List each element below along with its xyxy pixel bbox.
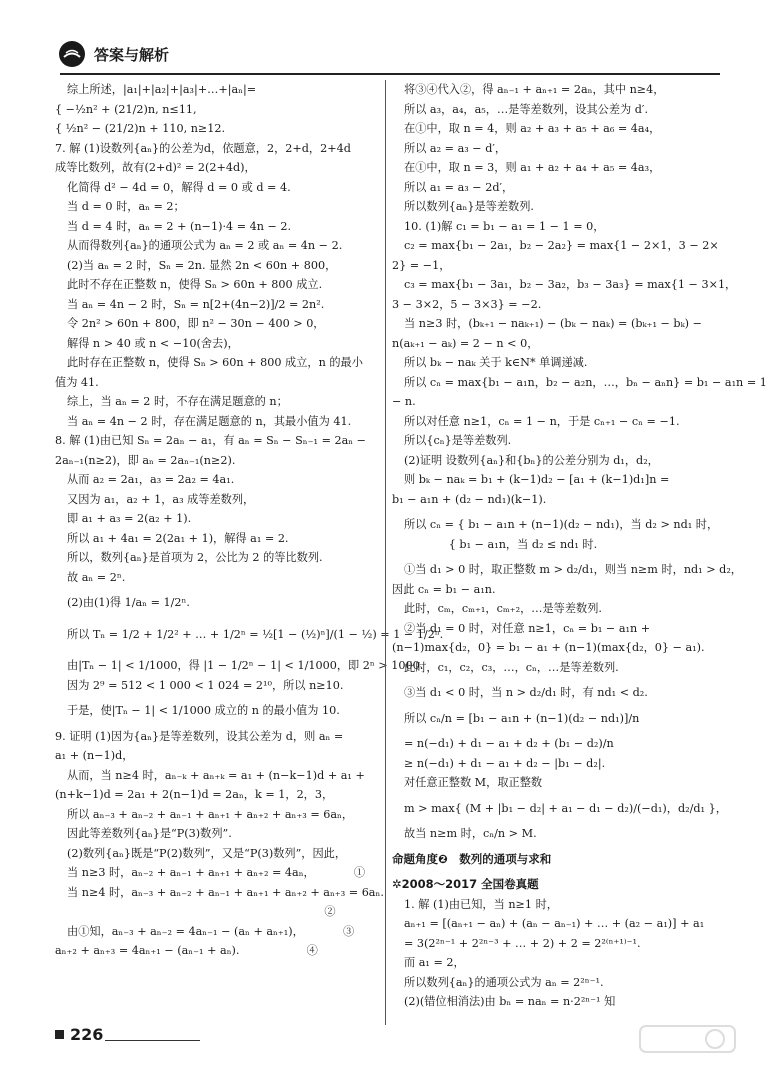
watermark-logo-icon xyxy=(600,1020,740,1075)
footer-rule xyxy=(105,1040,200,1041)
text-line: 10. (1)解 c₁ = b₁ − a₁ = 1 − 1 = 0， xyxy=(404,219,605,233)
text-line: = n(−d₁) + d₁ − a₁ + d₂ + (b₁ − d₂)/n xyxy=(404,737,614,750)
text-line: { −½n² + (21/2)n, n≤11, xyxy=(55,102,197,116)
text-line: a₁ + (n−1)d， xyxy=(55,749,134,762)
text-line: 化简得 d² − 4d = 0，解得 d = 0 或 d = 4. xyxy=(67,180,291,194)
text-line: 所以{cₙ}是等差数列. xyxy=(404,434,512,447)
text-line: 所以 a₁ + 4a₁ = 2(2a₁ + 1)，解得 a₁ = 2. xyxy=(67,531,289,545)
text-line: aₙ₊₁ = [(aₙ₊₁ − aₙ) + (aₙ − aₙ₋₁) + … + (a₂ − a₁)] + a₁ xyxy=(404,917,705,930)
text-line: b₁ − a₁n + (d₂ − nd₁)(k−1). xyxy=(392,492,547,506)
text-line: 2} = −1， xyxy=(392,258,451,272)
text-line: 故当 n≥m 时，cₙ/n > M. xyxy=(404,827,537,840)
text-line: 由①知，aₙ₋₃ + aₙ₋₂ = 4aₙ₋₁ − (aₙ + aₙ₊₁)， ③ xyxy=(67,924,355,938)
text-line: 当 aₙ = 4n − 2 时，Sₙ = n[2+(4n−2)]/2 = 2n². xyxy=(67,297,325,311)
text-line: 3 − 3×2，5 − 3×3} = −2. xyxy=(392,297,542,311)
text-line: ②当 d₁ = 0 时，对任意 n≥1，cₙ = b₁ − a₁n + xyxy=(404,621,651,635)
text-line: 此时，c₁，c₂，c₃，…，cₙ，…是等差数列. xyxy=(404,660,619,674)
text-line: 所以 bₖ − naₖ 关于 k∈N* 单调递减. xyxy=(404,356,588,369)
text-line: 此时，cₘ，cₘ₊₁，cₘ₊₂，…是等差数列. xyxy=(404,602,602,615)
text-line: (n−1)max{d₂，0} = b₁ − a₁ + (n−1)(max{d₂，0} − a₁). xyxy=(392,641,705,654)
text-line: (2)(错位相消法)由 bₙ = naₙ = n·2²ⁿ⁻¹ 知 xyxy=(404,995,616,1008)
text-line: 所以 aₙ₋₃ + aₙ₋₂ + aₙ₋₁ + aₙ₊₁ + aₙ₊₂ + aₙ₊₃ = 6aₙ， xyxy=(67,807,354,821)
text-line: ①当 d₁ > 0 时，取正整数 m > d₂/d₁，则当 n≥m 时，nd₁ > d₂， xyxy=(404,563,742,576)
text-line: 2aₙ₋₁(n≥2)，即 aₙ = 2aₙ₋₁(n≥2). xyxy=(55,453,236,467)
text-line: 由|Tₙ − 1| < 1/1000，得 |1 − 1/2ⁿ − 1| < 1/1000，即 2ⁿ > 1000. xyxy=(67,659,424,672)
text-line: 解得 n > 40 或 n < −10(舍去)， xyxy=(67,336,239,350)
text-line: 令 2n² > 60n + 800，即 n² − 30n − 400 > 0， xyxy=(67,317,325,330)
text-line: 所以 cₙ = max{b₁ − a₁n，b₂ − a₂n，…，bₙ − aₙn} = b₁ − a₁n = 1 xyxy=(404,375,767,389)
text-line: 即 a₁ + a₃ = 2(a₂ + 1). xyxy=(67,512,192,525)
text-line: = 3(2²ⁿ⁻¹ + 2²ⁿ⁻³ + … + 2) + 2 = 2²⁽ⁿ⁺¹⁾⁻¹. xyxy=(404,936,641,950)
text-line: 所以 a₂ = a₃ − d′， xyxy=(404,141,507,155)
text-line: 对任意正整数 M，取正整数 xyxy=(404,776,543,789)
text-line: 此时不存在正整数 n，使得 Sₙ > 60n + 800 成立. xyxy=(67,278,323,291)
text-line: 所以对任意 n≥1，cₙ = 1 − n，于是 cₙ₊₁ − cₙ = −1. xyxy=(404,414,680,428)
text-line: 故 aₙ = 2ⁿ. xyxy=(67,570,126,584)
text-line: (n+k−1)d = 2a₁ + 2(n−1)d = 2aₙ，k = 1，2，3， xyxy=(55,788,334,801)
text-line: c₂ = max{b₁ − 2a₁，b₂ − 2a₂} = max{1 − 2×1，3 − 2× xyxy=(404,239,719,252)
text-line: 所以 a₁ = a₃ − 2d′， xyxy=(404,180,514,194)
page-header xyxy=(40,40,720,68)
text-line: ③当 d₁ < 0 时，当 n > d₂/d₁ 时，有 nd₁ < d₂. xyxy=(404,686,648,699)
text-line: m > max{ (M + |b₁ − d₂| + a₁ − d₁ − d₂)/(−d₁)，d₂/d₁ }， xyxy=(404,801,727,815)
header-rule xyxy=(60,73,720,75)
text-line: 从而，当 n≥4 时，aₙ₋ₖ + aₙ₊ₖ = a₁ + (n−k−1)d + a₁ + xyxy=(67,768,365,782)
text-line: 在①中，取 n = 3，则 a₁ + a₂ + a₄ + a₅ = 4a₃， xyxy=(404,161,661,174)
text-line: 所以 Tₙ = 1/2 + 1/2² + … + 1/2ⁿ = ½[1 − (½)ⁿ]/(1 − ½) = 1 − 1/2ⁿ. xyxy=(67,627,444,641)
text-line: 当 n≥3 时，aₙ₋₂ + aₙ₋₁ + aₙ₊₁ + aₙ₊₂ = 4aₙ， ① xyxy=(67,866,366,879)
text-line: 又因为 a₁，a₂ + 1，a₃ 成等差数列， xyxy=(67,492,255,506)
page-number: 226 xyxy=(70,1025,104,1044)
text-line: 7. 解 (1)设数列{aₙ}的公差为d，依题意，2，2+d，2+4d xyxy=(55,141,351,155)
text-line: 将③④代入②，得 aₙ₋₁ + aₙ₊₁ = 2aₙ，其中 n≥4， xyxy=(404,83,665,96)
text-line: 综上，当 aₙ = 2 时，不存在满足题意的 n； xyxy=(67,395,288,408)
text-line: { ½n² − (21/2)n + 110, n≥12. xyxy=(55,122,226,135)
text-line: 而 a₁ = 2， xyxy=(404,956,465,969)
column-divider xyxy=(385,80,386,1025)
text-line: 所以 a₃，a₄，a₅，…是等差数列，设其公差为 d′. xyxy=(404,102,649,116)
text-line: (2)当 aₙ = 2 时，Sₙ = 2n. 显然 2n < 60n + 800， xyxy=(67,258,337,272)
text-line: 当 n≥4 时，aₙ₋₃ + aₙ₋₂ + aₙ₋₁ + aₙ₊₁ + aₙ₊₂ + aₙ₊₃ = 6aₙ. xyxy=(67,885,384,899)
text-line: 所以，数列{aₙ}是首项为 2，公比为 2 的等比数列. xyxy=(67,551,323,564)
text-line: 所以数列{aₙ}是等差数列. xyxy=(404,200,534,213)
text-line: 8. 解 (1)由已知 Sₙ = 2aₙ − a₁，有 aₙ = Sₙ − Sₙ₋₁ = 2aₙ − xyxy=(55,434,367,447)
text-line: 当 d = 0 时，aₙ = 2； xyxy=(67,200,185,213)
page-footer xyxy=(55,1025,103,1044)
text-line: 因此 cₙ = b₁ − a₁n. xyxy=(392,582,496,596)
text-line: ≥ n(−d₁) + d₁ − a₁ + d₂ − |b₁ − d₂|. xyxy=(404,756,606,770)
text-line: n(aₖ₊₁ − aₖ) = 2 − n < 0， xyxy=(392,336,539,350)
text-line: 从而 a₂ = 2a₁，a₃ = 2a₂ = 4a₁. xyxy=(67,473,235,486)
header-title: 答案与解析 xyxy=(94,46,170,64)
text-line: 9. 证明 (1)因为{aₙ}是等差数列，设其公差为 d，则 aₙ = xyxy=(55,729,344,743)
text-line: 当 aₙ = 4n − 2 时，存在满足题意的 n，其最小值为 41. xyxy=(67,414,352,428)
text-line: 所以 cₙ/n = [b₁ − a₁n + (n−1)(d₂ − nd₁)]/n xyxy=(404,711,640,725)
text-line: (2)证明 设数列{aₙ}和{bₙ}的公差分别为 d₁，d₂， xyxy=(404,453,659,467)
text-line: 从而得数列{aₙ}的通项公式为 aₙ = 2 或 aₙ = 4n − 2. xyxy=(67,239,343,252)
text-line: 综上所述，|a₁|+|a₂|+|a₃|+…+|aₙ|= xyxy=(67,83,257,96)
text-line: 在①中，取 n = 4，则 a₂ + a₃ + a₅ + a₆ = 4a₄， xyxy=(404,122,661,135)
section-heading: 命题角度❷ 数列的通项与求和 xyxy=(392,851,552,866)
section-subheading: ✲2008～2017 全国卷真题 xyxy=(392,877,539,891)
text-line: 于是，使|Tₙ − 1| < 1/1000 成立的 n 的最小值为 10. xyxy=(67,704,340,717)
text-line: c₃ = max{b₁ − 3a₁，b₂ − 3a₂，b₃ − 3a₃} = max{1 − 3×1， xyxy=(404,278,737,291)
text-line: (2)数列{aₙ}既是“P(2)数列”，又是“P(3)数列”，因此， xyxy=(67,846,347,860)
text-line: 因此等差数列{aₙ}是“P(3)数列”. xyxy=(67,827,232,840)
text-line: (2)由(1)得 1/aₙ = 1/2ⁿ. xyxy=(67,596,190,609)
text-line: aₙ₊₂ + aₙ₊₃ = 4aₙ₊₁ − (aₙ₋₁ + aₙ). ④ xyxy=(55,944,318,957)
text-line: 当 d = 4 时，aₙ = 2 + (n−1)·4 = 4n − 2. xyxy=(67,219,292,233)
text-line: 所以 cₙ = { b₁ − a₁n + (n−1)(d₂ − nd₁)，当 d₂ > nd₁ 时， xyxy=(404,518,719,531)
text-line: ② xyxy=(67,905,336,918)
text-line: 值为 41. xyxy=(55,375,99,389)
text-line: { b₁ − a₁n，当 d₂ ≤ nd₁ 时. xyxy=(404,537,598,551)
text-line: 成等比数列，故有(2+d)² = 2(2+4d)， xyxy=(55,161,256,174)
square-bullet-icon xyxy=(55,1030,64,1039)
text-line: 因为 2⁹ = 512 < 1 000 < 1 024 = 2¹⁰，所以 n≥10. xyxy=(67,678,344,692)
text-line: 所以数列{aₙ}的通项公式为 aₙ = 2²ⁿ⁻¹. xyxy=(404,975,604,989)
text-line: 则 bₖ − naₖ = b₁ + (k−1)d₂ − [a₁ + (k−1)d₁]n = xyxy=(404,473,670,486)
right-column xyxy=(392,80,767,1012)
book-logo-icon xyxy=(58,40,86,68)
text-line: − n. xyxy=(392,395,416,408)
text-line: 此时存在正整数 n，使得 Sₙ > 60n + 800 成立，n 的最小 xyxy=(67,356,363,369)
text-line: 1. 解 (1)由已知，当 n≥1 时， xyxy=(404,897,558,911)
text-line: 当 n≥3 时，(bₖ₊₁ − naₖ₊₁) − (bₖ − naₖ) = (bₖ₊₁ − bₖ) − xyxy=(404,317,702,330)
